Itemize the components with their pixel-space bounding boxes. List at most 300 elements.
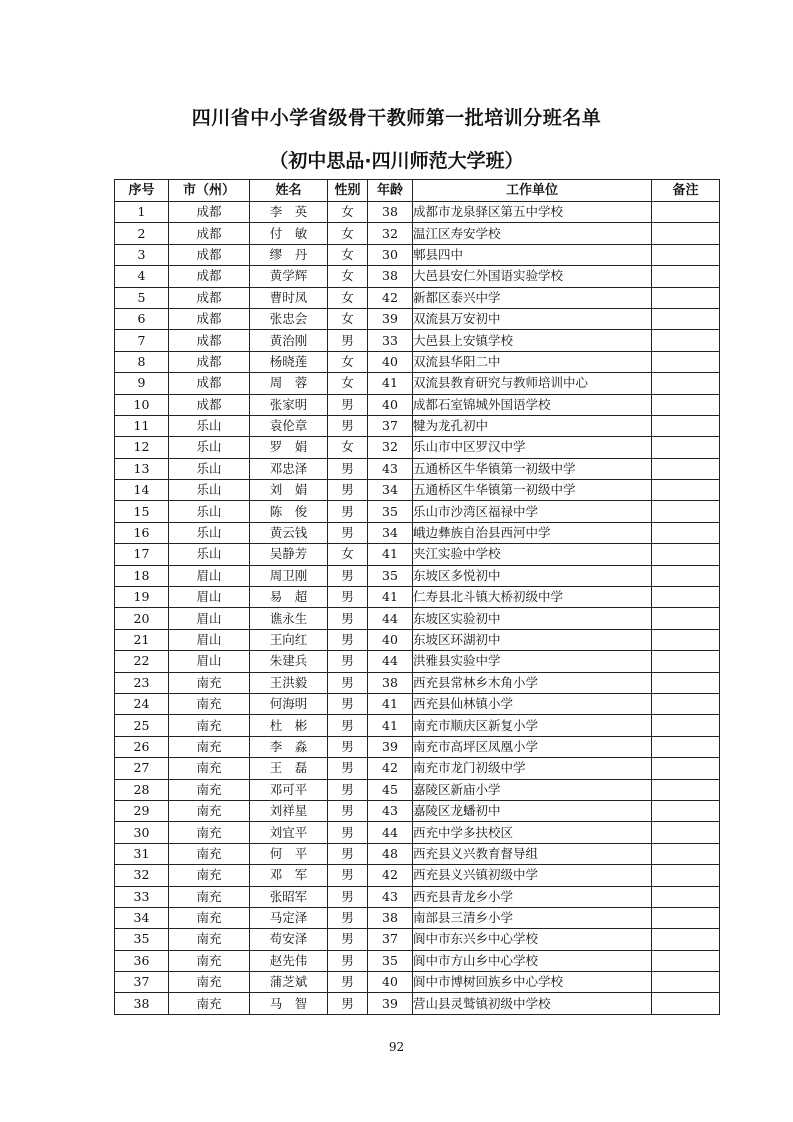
cell-name: 邓可平: [250, 779, 328, 800]
cell-unit: 成都市龙泉驿区第五中学校: [413, 202, 652, 223]
cell-sex: 男: [328, 736, 368, 757]
cell-city: 南充: [169, 843, 250, 864]
cell-unit: 峨边彝族自治县西河中学: [413, 522, 652, 543]
table-row: [115, 458, 720, 479]
cell-no: 38: [115, 993, 169, 1014]
table-row: [115, 779, 720, 800]
cell-name: 王 磊: [250, 758, 328, 779]
cell-city: 南充: [169, 715, 250, 736]
cell-note: [652, 244, 720, 265]
cell-unit: 温江区寿安学校: [413, 223, 652, 244]
cell-name: 陈 俊: [250, 501, 328, 522]
cell-city: 乐山: [169, 522, 250, 543]
cell-age: 41: [368, 715, 413, 736]
cell-no: 7: [115, 330, 169, 351]
cell-age: 39: [368, 736, 413, 757]
cell-unit: 嘉陵区新庙小学: [413, 779, 652, 800]
cell-no: 8: [115, 351, 169, 372]
cell-sex: 男: [328, 501, 368, 522]
cell-no: 19: [115, 587, 169, 608]
cell-name: 缪 丹: [250, 244, 328, 265]
cell-city: 眉山: [169, 565, 250, 586]
table-row: [115, 800, 720, 821]
table-row: [115, 972, 720, 993]
cell-sex: 男: [328, 651, 368, 672]
cell-no: 12: [115, 437, 169, 458]
cell-city: 南充: [169, 907, 250, 928]
cell-unit: 乐山市中区罗汉中学: [413, 437, 652, 458]
cell-note: [652, 950, 720, 971]
cell-unit: 南部县三清乡小学: [413, 907, 652, 928]
cell-age: 30: [368, 244, 413, 265]
cell-no: 26: [115, 736, 169, 757]
cell-age: 37: [368, 929, 413, 950]
cell-no: 31: [115, 843, 169, 864]
cell-age: 41: [368, 693, 413, 714]
cell-note: [652, 822, 720, 843]
table-row: [115, 394, 720, 415]
cell-age: 44: [368, 822, 413, 843]
cell-age: 38: [368, 672, 413, 693]
cell-note: [652, 522, 720, 543]
cell-sex: 女: [328, 373, 368, 394]
cell-no: 16: [115, 522, 169, 543]
cell-note: [652, 758, 720, 779]
table-row: [115, 373, 720, 394]
cell-no: 1: [115, 202, 169, 223]
cell-age: 40: [368, 629, 413, 650]
cell-unit: 西充中学多扶校区: [413, 822, 652, 843]
cell-sex: 男: [328, 972, 368, 993]
table-row: [115, 758, 720, 779]
cell-no: 27: [115, 758, 169, 779]
cell-name: 周卫刚: [250, 565, 328, 586]
cell-city: 乐山: [169, 415, 250, 436]
cell-name: 袁伦章: [250, 415, 328, 436]
cell-sex: 男: [328, 522, 368, 543]
cell-unit: 双流县万安初中: [413, 308, 652, 329]
cell-no: 13: [115, 458, 169, 479]
cell-sex: 男: [328, 672, 368, 693]
cell-unit: 郫县四中: [413, 244, 652, 265]
cell-city: 乐山: [169, 544, 250, 565]
cell-name: 张家明: [250, 394, 328, 415]
table-row: [115, 651, 720, 672]
cell-unit: 五通桥区牛华镇第一初级中学: [413, 458, 652, 479]
cell-age: 32: [368, 437, 413, 458]
cell-city: 南充: [169, 993, 250, 1014]
cell-name: 李 淼: [250, 736, 328, 757]
cell-sex: 女: [328, 223, 368, 244]
cell-name: 刘祥星: [250, 800, 328, 821]
cell-name: 何 平: [250, 843, 328, 864]
cell-sex: 男: [328, 950, 368, 971]
cell-age: 41: [368, 373, 413, 394]
cell-city: 南充: [169, 800, 250, 821]
cell-no: 2: [115, 223, 169, 244]
cell-city: 南充: [169, 886, 250, 907]
cell-no: 33: [115, 886, 169, 907]
cell-city: 南充: [169, 779, 250, 800]
cell-no: 25: [115, 715, 169, 736]
cell-unit: 阆中市东兴乡中心学校: [413, 929, 652, 950]
cell-sex: 男: [328, 458, 368, 479]
cell-age: 35: [368, 501, 413, 522]
cell-sex: 男: [328, 758, 368, 779]
cell-name: 王洪毅: [250, 672, 328, 693]
cell-city: 南充: [169, 693, 250, 714]
cell-note: [652, 651, 720, 672]
cell-no: 30: [115, 822, 169, 843]
cell-name: 张忠会: [250, 308, 328, 329]
cell-note: [652, 202, 720, 223]
table-row: [115, 736, 720, 757]
cell-no: 28: [115, 779, 169, 800]
cell-name: 杨晓莲: [250, 351, 328, 372]
column-header-name: 姓名: [250, 180, 328, 202]
cell-age: 34: [368, 522, 413, 543]
cell-no: 24: [115, 693, 169, 714]
cell-no: 22: [115, 651, 169, 672]
cell-name: 刘 娟: [250, 480, 328, 501]
cell-age: 39: [368, 308, 413, 329]
cell-no: 35: [115, 929, 169, 950]
cell-note: [652, 308, 720, 329]
table-row: [115, 843, 720, 864]
cell-sex: 男: [328, 480, 368, 501]
cell-unit: 西充县义兴镇初级中学: [413, 865, 652, 886]
table-row: [115, 629, 720, 650]
cell-age: 41: [368, 544, 413, 565]
cell-age: 42: [368, 865, 413, 886]
cell-age: 40: [368, 351, 413, 372]
cell-city: 成都: [169, 244, 250, 265]
cell-age: 43: [368, 800, 413, 821]
cell-name: 谯永生: [250, 608, 328, 629]
cell-no: 11: [115, 415, 169, 436]
cell-name: 黄治刚: [250, 330, 328, 351]
cell-sex: 男: [328, 330, 368, 351]
cell-no: 20: [115, 608, 169, 629]
cell-name: 马 智: [250, 993, 328, 1014]
cell-city: 南充: [169, 672, 250, 693]
table-row: [115, 822, 720, 843]
cell-unit: 成都石室锦城外国语学校: [413, 394, 652, 415]
cell-city: 成都: [169, 266, 250, 287]
cell-age: 38: [368, 202, 413, 223]
column-header-no: 序号: [115, 180, 169, 202]
cell-note: [652, 330, 720, 351]
cell-unit: 大邑县安仁外国语实验学校: [413, 266, 652, 287]
cell-unit: 大邑县上安镇学校: [413, 330, 652, 351]
table-row: [115, 480, 720, 501]
column-header-age: 年龄: [368, 180, 413, 202]
cell-note: [652, 394, 720, 415]
cell-city: 成都: [169, 223, 250, 244]
cell-sex: 男: [328, 608, 368, 629]
cell-note: [652, 993, 720, 1014]
cell-unit: 夹江实验中学校: [413, 544, 652, 565]
cell-unit: 南充市龙门初级中学: [413, 758, 652, 779]
cell-no: 5: [115, 287, 169, 308]
cell-note: [652, 972, 720, 993]
cell-unit: 新都区泰兴中学: [413, 287, 652, 308]
cell-city: 乐山: [169, 480, 250, 501]
cell-city: 南充: [169, 736, 250, 757]
cell-no: 21: [115, 629, 169, 650]
cell-sex: 男: [328, 843, 368, 864]
cell-note: [652, 672, 720, 693]
cell-unit: 双流县华阳二中: [413, 351, 652, 372]
cell-note: [652, 608, 720, 629]
cell-age: 35: [368, 565, 413, 586]
cell-no: 18: [115, 565, 169, 586]
cell-no: 6: [115, 308, 169, 329]
cell-unit: 西充县义兴教育督导组: [413, 843, 652, 864]
cell-city: 南充: [169, 972, 250, 993]
cell-age: 43: [368, 458, 413, 479]
table-row: [115, 415, 720, 436]
cell-note: [652, 501, 720, 522]
table-row: [115, 544, 720, 565]
column-header-note: 备注: [652, 180, 720, 202]
table-row: [115, 993, 720, 1014]
cell-name: 付 敏: [250, 223, 328, 244]
cell-unit: 营山县灵鹫镇初级中学校: [413, 993, 652, 1014]
cell-sex: 男: [328, 394, 368, 415]
cell-age: 43: [368, 886, 413, 907]
cell-age: 35: [368, 950, 413, 971]
cell-age: 44: [368, 651, 413, 672]
cell-age: 44: [368, 608, 413, 629]
table-row: [115, 907, 720, 928]
cell-sex: 男: [328, 587, 368, 608]
cell-city: 乐山: [169, 501, 250, 522]
table-header-row: [115, 180, 720, 202]
roster-table: [114, 179, 720, 1015]
cell-sex: 女: [328, 308, 368, 329]
cell-sex: 男: [328, 822, 368, 843]
cell-city: 成都: [169, 330, 250, 351]
table-row: [115, 929, 720, 950]
column-header-city: 市（州）: [169, 180, 250, 202]
page-number: 92: [388, 1040, 405, 1054]
cell-city: 南充: [169, 822, 250, 843]
cell-note: [652, 843, 720, 864]
cell-sex: 男: [328, 993, 368, 1014]
table-row: [115, 501, 720, 522]
cell-unit: 东坡区多悦初中: [413, 565, 652, 586]
cell-city: 眉山: [169, 608, 250, 629]
cell-no: 4: [115, 266, 169, 287]
cell-note: [652, 415, 720, 436]
cell-unit: 双流县教育研究与教师培训中心: [413, 373, 652, 394]
cell-city: 南充: [169, 758, 250, 779]
cell-note: [652, 223, 720, 244]
cell-note: [652, 779, 720, 800]
table-row: [115, 608, 720, 629]
cell-name: 易 超: [250, 587, 328, 608]
cell-city: 眉山: [169, 651, 250, 672]
table-row: [115, 865, 720, 886]
cell-age: 48: [368, 843, 413, 864]
cell-unit: 五通桥区牛华镇第一初级中学: [413, 480, 652, 501]
table-row: [115, 266, 720, 287]
cell-age: 40: [368, 972, 413, 993]
cell-unit: 西充县青龙乡小学: [413, 886, 652, 907]
cell-city: 成都: [169, 394, 250, 415]
cell-no: 10: [115, 394, 169, 415]
cell-note: [652, 715, 720, 736]
cell-name: 邓 军: [250, 865, 328, 886]
table-row: [115, 522, 720, 543]
cell-no: 9: [115, 373, 169, 394]
cell-age: 42: [368, 287, 413, 308]
table-row: [115, 202, 720, 223]
cell-no: 23: [115, 672, 169, 693]
cell-name: 赵先伟: [250, 950, 328, 971]
cell-city: 南充: [169, 950, 250, 971]
cell-city: 乐山: [169, 458, 250, 479]
cell-sex: 女: [328, 266, 368, 287]
table-row: [115, 308, 720, 329]
cell-no: 34: [115, 907, 169, 928]
cell-note: [652, 865, 720, 886]
cell-sex: 男: [328, 779, 368, 800]
cell-note: [652, 266, 720, 287]
cell-name: 蒲芝斌: [250, 972, 328, 993]
cell-sex: 女: [328, 544, 368, 565]
cell-name: 王向红: [250, 629, 328, 650]
cell-unit: 洪雅县实验中学: [413, 651, 652, 672]
cell-name: 吴静芳: [250, 544, 328, 565]
cell-note: [652, 886, 720, 907]
cell-unit: 西充县仙林镇小学: [413, 693, 652, 714]
cell-sex: 男: [328, 929, 368, 950]
cell-name: 马定泽: [250, 907, 328, 928]
cell-note: [652, 480, 720, 501]
cell-unit: 乐山市沙湾区福禄中学: [413, 501, 652, 522]
cell-sex: 男: [328, 415, 368, 436]
cell-note: [652, 351, 720, 372]
cell-sex: 男: [328, 693, 368, 714]
cell-age: 34: [368, 480, 413, 501]
cell-note: [652, 565, 720, 586]
table-body: [115, 202, 720, 1015]
cell-city: 成都: [169, 287, 250, 308]
cell-unit: 东坡区实验初中: [413, 608, 652, 629]
cell-name: 邓忠泽: [250, 458, 328, 479]
cell-note: [652, 458, 720, 479]
cell-name: 黄学辉: [250, 266, 328, 287]
cell-sex: 男: [328, 886, 368, 907]
cell-no: 3: [115, 244, 169, 265]
cell-age: 38: [368, 266, 413, 287]
cell-sex: 女: [328, 244, 368, 265]
cell-city: 眉山: [169, 587, 250, 608]
cell-name: 刘宜平: [250, 822, 328, 843]
table-row: [115, 287, 720, 308]
cell-unit: 东坡区环湖初中: [413, 629, 652, 650]
cell-note: [652, 287, 720, 308]
cell-age: 38: [368, 907, 413, 928]
cell-age: 45: [368, 779, 413, 800]
cell-name: 李 英: [250, 202, 328, 223]
cell-city: 南充: [169, 865, 250, 886]
cell-note: [652, 629, 720, 650]
table-row: [115, 330, 720, 351]
cell-name: 曹时凤: [250, 287, 328, 308]
cell-note: [652, 800, 720, 821]
cell-sex: 女: [328, 437, 368, 458]
cell-age: 39: [368, 993, 413, 1014]
cell-age: 42: [368, 758, 413, 779]
cell-note: [652, 693, 720, 714]
cell-age: 41: [368, 587, 413, 608]
cell-note: [652, 437, 720, 458]
cell-name: 杜 彬: [250, 715, 328, 736]
cell-note: [652, 929, 720, 950]
cell-sex: 男: [328, 629, 368, 650]
cell-age: 40: [368, 394, 413, 415]
cell-note: [652, 736, 720, 757]
cell-sex: 女: [328, 202, 368, 223]
cell-sex: 男: [328, 800, 368, 821]
table-row: [115, 351, 720, 372]
cell-unit: 南充市高坪区凤凰小学: [413, 736, 652, 757]
cell-note: [652, 544, 720, 565]
cell-sex: 女: [328, 351, 368, 372]
cell-city: 成都: [169, 308, 250, 329]
cell-city: 眉山: [169, 629, 250, 650]
cell-no: 37: [115, 972, 169, 993]
cell-age: 37: [368, 415, 413, 436]
cell-unit: 阆中市方山乡中心学校: [413, 950, 652, 971]
cell-city: 成都: [169, 373, 250, 394]
table-row: [115, 437, 720, 458]
cell-unit: 犍为龙孔初中: [413, 415, 652, 436]
cell-sex: 男: [328, 565, 368, 586]
cell-city: 乐山: [169, 437, 250, 458]
cell-note: [652, 373, 720, 394]
table-row: [115, 565, 720, 586]
column-header-unit: 工作单位: [413, 180, 652, 202]
cell-unit: 西充县常林乡木角小学: [413, 672, 652, 693]
cell-no: 32: [115, 865, 169, 886]
table-row: [115, 886, 720, 907]
cell-no: 36: [115, 950, 169, 971]
cell-sex: 男: [328, 865, 368, 886]
cell-city: 成都: [169, 351, 250, 372]
cell-sex: 女: [328, 287, 368, 308]
column-header-sex: 性别: [328, 180, 368, 202]
table-row: [115, 587, 720, 608]
document-title: 四川省中小学省级骨干教师第一批培训分班名单: [191, 107, 602, 129]
table-row: [115, 672, 720, 693]
cell-no: 14: [115, 480, 169, 501]
cell-no: 17: [115, 544, 169, 565]
cell-unit: 嘉陵区龙蟠初中: [413, 800, 652, 821]
cell-no: 15: [115, 501, 169, 522]
cell-note: [652, 587, 720, 608]
cell-sex: 男: [328, 715, 368, 736]
table-row: [115, 244, 720, 265]
cell-name: 何海明: [250, 693, 328, 714]
cell-name: 苟安泽: [250, 929, 328, 950]
cell-name: 黄云钱: [250, 522, 328, 543]
cell-note: [652, 907, 720, 928]
cell-name: 罗 娟: [250, 437, 328, 458]
